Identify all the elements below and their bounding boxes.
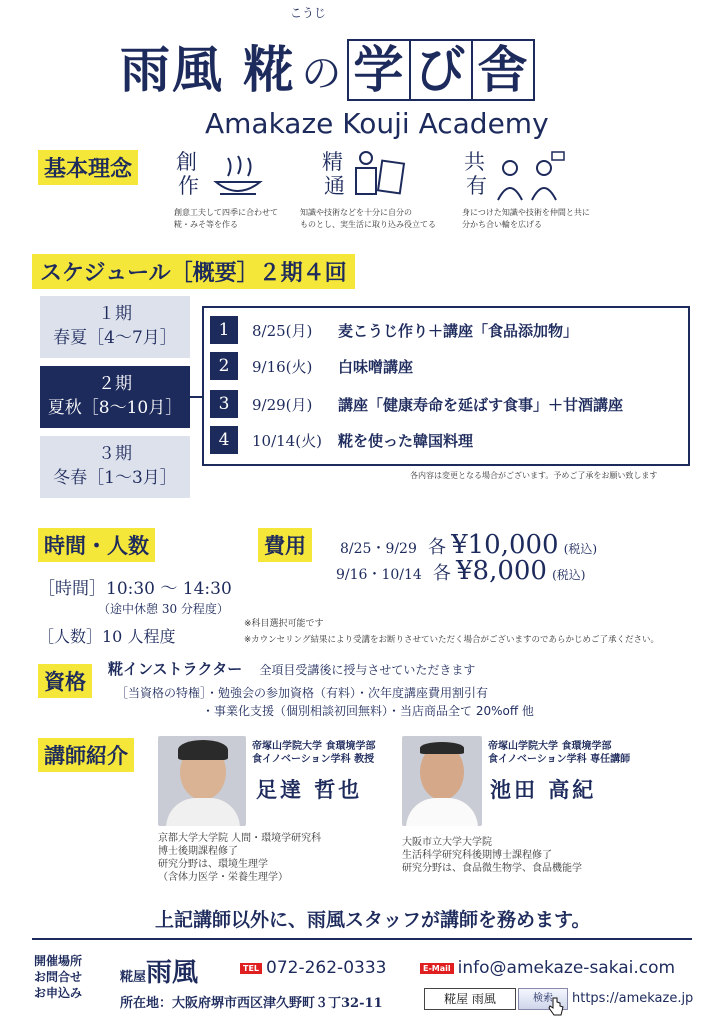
chefs-sharing-icon: [494, 150, 566, 202]
schedule-heading: スケジュール［概要］２期４回: [32, 254, 355, 289]
phone-contact: [240, 958, 386, 978]
instructor-photo: [402, 736, 482, 826]
instructors-heading: 講師紹介: [38, 738, 134, 772]
title-text: 雨風 糀: [120, 40, 296, 99]
page-title: [120, 30, 535, 102]
people-value: ［人数］10 人程度: [38, 627, 176, 646]
schedule-note: 各内容は変更となる場合がございます。予めご了承をお願い致します: [410, 471, 658, 480]
fee-heading: 費用: [258, 528, 312, 562]
philosophy-char: 通: [324, 174, 345, 198]
cooking-bowl-icon: [208, 150, 268, 200]
title-ruby: こうじ: [290, 6, 327, 20]
fee-row-2: 9/16・10/14 各 ¥8,000 (税込): [336, 556, 586, 586]
philosophy-char: 作: [178, 174, 199, 198]
philosophy-char: 創: [176, 150, 197, 174]
instructor-bio: 大阪市立大学大学院 生活科学研究科後期博士課程修了 研究分野は、食品微生物学、食品機能学: [402, 837, 582, 874]
philosophy-desc: 知識や技術などを十分に自分の ものとし、実生活に取り込み役立てる: [300, 208, 436, 229]
tel-tag: TEL: [240, 963, 262, 974]
philosophy-item-create: [176, 150, 199, 198]
subtitle: Amakaze Kouji Academy: [205, 107, 549, 140]
qualification-title-row: 糀インストラクター 全項目受講後に授与させていただきます: [108, 660, 476, 678]
footer-divider: [32, 938, 692, 940]
qualification-heading: 資格: [38, 664, 92, 698]
lesson-item: 1 8/25(月) 麦こうじ作り＋講座「食品添加物」: [210, 316, 578, 344]
time-value: ［時間］10:30 ～ 14:30: [38, 579, 232, 599]
lesson-item: 4 10/14(火) 糀を使った韓国料理: [210, 426, 473, 454]
term-connector: [190, 396, 202, 398]
cursor-hand-icon: [548, 996, 564, 1016]
philosophy-desc: 創意工夫して四季に合わせて 糀・みそ等を作る: [174, 208, 278, 229]
term-1: １期 春夏［4～7月］: [40, 296, 190, 358]
lesson-item: 2 9/16(火) 白味噌講座: [210, 352, 413, 380]
phone-link[interactable]: 072-262-0333: [266, 958, 387, 978]
philosophy-char: 有: [466, 174, 487, 198]
philosophy-desc: 身につけた知識や技術を仲間と共に 分かち合い輪を広げる: [462, 208, 590, 229]
shop-logo: 糀屋雨風: [120, 958, 199, 988]
search-input[interactable]: 糀屋 雨風: [424, 988, 516, 1010]
email-contact: [420, 958, 675, 978]
title-box-3: 舎: [471, 39, 535, 101]
time-heading: 時間・人数: [38, 528, 155, 562]
mail-tag: E-Mail: [420, 963, 454, 974]
title-no: の: [301, 51, 344, 97]
lesson-item: 3 9/29(月) 講座「健康寿命を延ばす食事」＋甘酒講座: [210, 390, 623, 418]
qualification-line-2: ・事業化支援（個別相談初回無料）・当店商品全て 20%off 他: [202, 704, 534, 718]
fee-note-1: ※科目選択可能です: [244, 619, 324, 629]
term-2: ２期 夏秋［8～10月］: [40, 366, 190, 428]
instructor-photo: [158, 736, 246, 826]
qualification-line-1: ［当資格の特権］・勉強会の参加資格（有料）・次年度講座費用割引有: [116, 686, 489, 700]
philosophy-heading: 基本理念: [38, 150, 138, 185]
title-box-2: び: [409, 39, 473, 101]
break-note: （途中休憩 30 分程度）: [98, 602, 229, 616]
philosophy-item-master: [322, 150, 345, 198]
term-3: ３期 冬春［1～3月］: [40, 436, 190, 498]
instructor-bio: 京都大学大学院 人間・環境学研究科 博士後期課程修了 研究分野は、環境生理学 （含体力医学・栄養生理学）: [158, 833, 322, 883]
instructor-affiliation: 帝塚山学院大学 食環境学部 食イノベーション学科 教授: [252, 741, 376, 765]
title-box-1: 学: [347, 39, 411, 101]
philosophy-item-share: [464, 150, 487, 198]
website-url[interactable]: https://amekaze.jp: [572, 991, 694, 1006]
instructor-name: 池田 高紀: [490, 777, 597, 802]
instructors-tagline: 上記講師以外に、雨風スタッフが講師を務めます。: [155, 909, 591, 931]
email-link[interactable]: info@amekaze-sakai.com: [457, 958, 676, 978]
fee-row-1: 8/25・9/29 各 ¥10,000 (税込): [340, 530, 598, 560]
footer-labels: 開催場所 お問合せ お申込み: [34, 954, 83, 1000]
fee-note-2: ※カウンセリング結果により受講をお断りさせていただく場合がございますのであらかじめご了承ください。: [244, 635, 659, 645]
instructor-affiliation: 帝塚山学院大学 食環境学部 食イノベーション学科 専任講師: [488, 741, 631, 765]
philosophy-char: 精: [322, 150, 343, 174]
search-button[interactable]: 検索: [518, 988, 568, 1010]
books-icon: [352, 150, 410, 200]
address: 所在地：大阪府堺市西区津久野町３丁32-11: [120, 996, 383, 1011]
philosophy-char: 共: [464, 150, 485, 174]
instructor-name: 足達 哲也: [256, 777, 363, 802]
